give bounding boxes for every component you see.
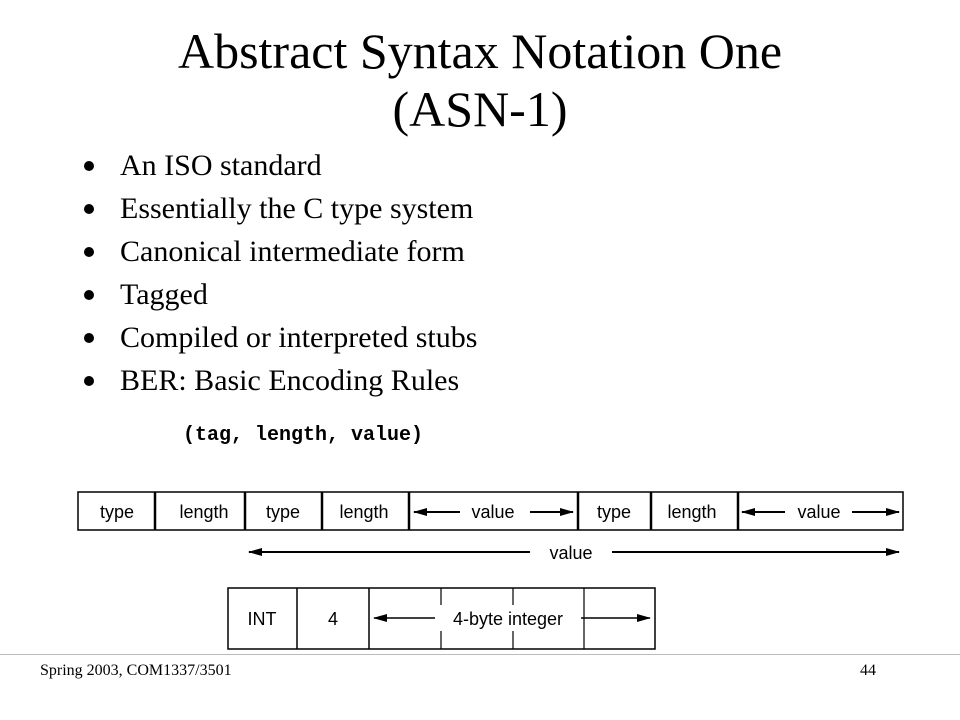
footer-page-number: 44 bbox=[860, 662, 876, 679]
footer-course: Spring 2003, COM1337/3501 bbox=[40, 662, 232, 679]
int-value-label: 4-byte integer bbox=[452, 609, 564, 629]
bullet-text: BER: Basic Encoding Rules bbox=[120, 364, 460, 397]
bullet-text: Compiled or interpreted stubs bbox=[120, 321, 478, 354]
cell-type-label: type bbox=[99, 502, 135, 522]
int-tag-label: INT bbox=[247, 609, 277, 629]
footer-divider bbox=[0, 654, 960, 655]
bullet-text: Tagged bbox=[120, 278, 208, 311]
value-span-arrow bbox=[249, 543, 899, 563]
cell-value-label: value bbox=[797, 502, 841, 522]
cell-value-label: value bbox=[471, 502, 515, 522]
cell-length-label: length bbox=[667, 502, 717, 522]
int-length-label: 4 bbox=[327, 609, 339, 629]
bullet-text: Essentially the C type system bbox=[120, 192, 474, 225]
bullet-text: An ISO standard bbox=[120, 149, 322, 182]
cell-length-label: length bbox=[339, 502, 389, 522]
slide-title-line-1: Abstract Syntax Notation One bbox=[177, 23, 783, 79]
tlv-code-line: (tag, length, value) bbox=[183, 424, 424, 447]
cell-length-label: length bbox=[179, 502, 229, 522]
int-example bbox=[228, 588, 655, 649]
bullet-text: Canonical intermediate form bbox=[120, 235, 465, 268]
cell-type-label: type bbox=[596, 502, 632, 522]
slide-title-line-2: (ASN-1) bbox=[392, 81, 568, 137]
cell-type-label: type bbox=[265, 502, 301, 522]
tlv-strip bbox=[78, 492, 903, 530]
span-value-label: value bbox=[549, 543, 593, 563]
